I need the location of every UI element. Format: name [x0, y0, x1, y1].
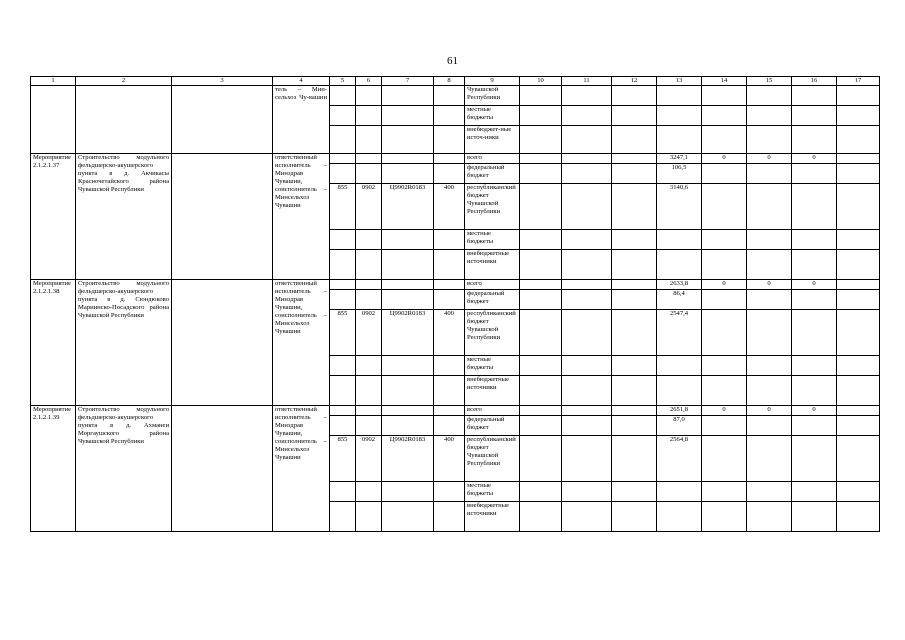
funding-source-cell: всего: [465, 280, 520, 290]
value-cell: [657, 106, 702, 126]
measure-name-cell: [76, 86, 172, 154]
value-2019-cell: 2651,8: [657, 406, 702, 416]
funding-source-cell: Чувашской Республики: [465, 86, 520, 106]
value-cell: [520, 230, 562, 250]
rzpr-code-cell: 0902: [356, 436, 382, 482]
column-number-11: 11: [562, 77, 612, 86]
column-number-5: 5: [330, 77, 356, 86]
value-cell: [837, 310, 880, 356]
value-2019-cell: 87,0: [657, 416, 702, 436]
funding-source-cell: местные бюджеты: [465, 356, 520, 376]
table-row: [31, 280, 880, 290]
budget-code-cell: [330, 290, 356, 310]
value-cell: [612, 154, 657, 164]
funding-source-cell: федеральный бюджет: [465, 290, 520, 310]
budget-code-cell: [382, 250, 434, 280]
value-2021-cell: [747, 376, 792, 406]
vr-code-cell: 400: [434, 184, 465, 230]
table-row: [31, 86, 880, 106]
value-cell: [562, 376, 612, 406]
measure-name-cell: Строительство модульного фельдшерско-акушерского пункта в д. Ахманеи Моргаушского района Чувашской Республики: [76, 406, 172, 532]
budget-code-cell: [382, 376, 434, 406]
budget-code-cell: [434, 106, 465, 126]
column-number-16: 16: [792, 77, 837, 86]
value-2019-cell: 86,4: [657, 290, 702, 310]
vr-code-cell: 400: [434, 310, 465, 356]
value-2021-cell: [747, 290, 792, 310]
value-2019-cell: 2633,8: [657, 280, 702, 290]
value-cell: [520, 86, 562, 106]
value-cell: [612, 502, 657, 532]
value-cell: [612, 230, 657, 250]
budget-code-cell: [382, 406, 434, 416]
value-cell: [562, 230, 612, 250]
value-2022-cell: [792, 184, 837, 230]
value-2022-cell: [792, 310, 837, 356]
value-cell: [520, 436, 562, 482]
csr-code-cell: Ц9902R0183: [382, 184, 434, 230]
value-cell: [837, 376, 880, 406]
value-cell: [562, 164, 612, 184]
value-cell: [747, 106, 792, 126]
budget-code-cell: [330, 280, 356, 290]
budget-code-cell: [356, 250, 382, 280]
table-row: [31, 406, 880, 416]
value-cell: [837, 482, 880, 502]
value-cell: [702, 106, 747, 126]
budget-code-cell: [382, 126, 434, 154]
funding-source-cell: всего: [465, 406, 520, 416]
budget-code-cell: [330, 406, 356, 416]
value-2019-cell: 3247,1: [657, 154, 702, 164]
funding-source-cell: республиканский бюджет Чувашской Республики: [465, 436, 520, 482]
value-cell: [837, 280, 880, 290]
value-2021-cell: [747, 164, 792, 184]
value-2020-cell: [702, 502, 747, 532]
value-2019-cell: 2564,8: [657, 436, 702, 482]
budget-code-cell: [434, 502, 465, 532]
value-cell: [520, 280, 562, 290]
value-cell: [837, 154, 880, 164]
column-number-2: 2: [76, 77, 172, 86]
budget-code-cell: [382, 482, 434, 502]
budget-code-cell: [434, 356, 465, 376]
value-cell: [612, 290, 657, 310]
value-cell: [747, 86, 792, 106]
budget-code-cell: [356, 482, 382, 502]
value-cell: [520, 406, 562, 416]
value-cell: [520, 290, 562, 310]
table-row: [31, 154, 880, 164]
value-2022-cell: 0: [792, 280, 837, 290]
budget-code-cell: [356, 356, 382, 376]
budget-code-cell: [434, 290, 465, 310]
column-number-15: 15: [747, 77, 792, 86]
funding-source-cell: федеральный бюджет: [465, 164, 520, 184]
value-cell: [520, 482, 562, 502]
value-cell: [612, 106, 657, 126]
value-2020-cell: [702, 310, 747, 356]
value-cell: [612, 164, 657, 184]
value-cell: [520, 356, 562, 376]
value-2022-cell: [792, 436, 837, 482]
budget-code-cell: [382, 356, 434, 376]
value-2021-cell: 0: [747, 280, 792, 290]
budget-code-cell: [434, 416, 465, 436]
value-2021-cell: [747, 482, 792, 502]
value-2020-cell: [702, 184, 747, 230]
value-2019-cell: 3140,6: [657, 184, 702, 230]
value-cell: [837, 406, 880, 416]
vr-code-cell: 400: [434, 436, 465, 482]
value-2020-cell: 0: [702, 154, 747, 164]
value-2020-cell: 0: [702, 280, 747, 290]
value-cell: [837, 126, 880, 154]
value-cell: [562, 406, 612, 416]
value-cell: [562, 436, 612, 482]
rzpr-code-cell: 0902: [356, 310, 382, 356]
value-2022-cell: [792, 290, 837, 310]
value-2019-cell: [657, 502, 702, 532]
value-2021-cell: [747, 250, 792, 280]
value-cell: [612, 356, 657, 376]
column-number-4: 4: [273, 77, 330, 86]
budget-code-cell: [330, 230, 356, 250]
value-cell: [837, 184, 880, 230]
value-cell: [520, 502, 562, 532]
budget-code-cell: [434, 154, 465, 164]
value-2020-cell: [702, 164, 747, 184]
program-table: [30, 76, 880, 532]
value-cell: [657, 126, 702, 154]
budget-code-cell: [356, 230, 382, 250]
value-2021-cell: 0: [747, 406, 792, 416]
column-number-12: 12: [612, 77, 657, 86]
executor-cell: ответственный исполнитель – Минздрав Чувашии, соисполнитель – Минсельхоз Чувашии: [273, 280, 330, 406]
budget-code-cell: [434, 406, 465, 416]
value-cell: [612, 184, 657, 230]
value-2019-cell: [657, 250, 702, 280]
value-2021-cell: [747, 436, 792, 482]
column-number-row: [31, 77, 880, 86]
funding-source-cell: местные бюджеты: [465, 106, 520, 126]
budget-code-cell: [330, 164, 356, 184]
column-number-10: 10: [520, 77, 562, 86]
funding-source-cell: федеральный бюджет: [465, 416, 520, 436]
budget-code-cell: [434, 86, 465, 106]
budget-code-cell: [382, 230, 434, 250]
budget-code-cell: [330, 154, 356, 164]
budget-code-cell: [434, 230, 465, 250]
value-cell: [562, 86, 612, 106]
column-number-9: 9: [465, 77, 520, 86]
value-cell: [657, 86, 702, 106]
value-cell: [612, 436, 657, 482]
budget-code-cell: [356, 376, 382, 406]
value-2022-cell: 0: [792, 406, 837, 416]
funding-source-cell: республиканский бюджет Чувашской Республики: [465, 310, 520, 356]
value-2020-cell: [702, 290, 747, 310]
value-cell: [702, 86, 747, 106]
value-cell: [562, 184, 612, 230]
value-cell: [792, 86, 837, 106]
value-2021-cell: [747, 184, 792, 230]
budget-code-cell: [382, 290, 434, 310]
value-2020-cell: [702, 436, 747, 482]
budget-code-cell: [356, 280, 382, 290]
value-2020-cell: 0: [702, 406, 747, 416]
value-cell: [520, 184, 562, 230]
value-2022-cell: [792, 356, 837, 376]
value-2020-cell: [702, 356, 747, 376]
funding-source-cell: республиканский бюджет Чувашской Республики: [465, 184, 520, 230]
budget-code-cell: [356, 406, 382, 416]
budget-code-cell: [434, 126, 465, 154]
value-2019-cell: 2547,4: [657, 310, 702, 356]
value-cell: [612, 86, 657, 106]
value-cell: [562, 356, 612, 376]
grbs-code-cell: 855: [330, 436, 356, 482]
value-2020-cell: [702, 482, 747, 502]
value-cell: [562, 290, 612, 310]
measure-id-cell: Мероприятие 2.1.2.1.39: [31, 406, 76, 532]
value-2019-cell: [657, 482, 702, 502]
budget-code-cell: [330, 126, 356, 154]
budget-code-cell: [356, 164, 382, 184]
measure-name-cell: Строительство модульного фельдшерско-акушерского пункта в д. Акчикасы Красночетайского района Чувашской Республики: [76, 154, 172, 280]
funding-source-cell: внебюджетные источники: [465, 376, 520, 406]
budget-code-cell: [434, 482, 465, 502]
value-cell: [612, 482, 657, 502]
value-cell: [837, 502, 880, 532]
value-2021-cell: [747, 416, 792, 436]
value-cell: [837, 290, 880, 310]
value-cell: [562, 250, 612, 280]
value-cell: [792, 106, 837, 126]
value-cell: [612, 280, 657, 290]
budget-code-cell: [382, 502, 434, 532]
column-number-6: 6: [356, 77, 382, 86]
value-cell: [612, 250, 657, 280]
column-number-3: 3: [172, 77, 273, 86]
empty-cell: [172, 154, 273, 280]
budget-code-cell: [330, 416, 356, 436]
funding-source-cell: местные бюджеты: [465, 482, 520, 502]
value-cell: [520, 154, 562, 164]
budget-code-cell: [356, 290, 382, 310]
value-cell: [837, 86, 880, 106]
budget-code-cell: [382, 86, 434, 106]
column-number-8: 8: [434, 77, 465, 86]
value-cell: [520, 126, 562, 154]
column-number-1: 1: [31, 77, 76, 86]
column-number-7: 7: [382, 77, 434, 86]
empty-cell: [172, 86, 273, 154]
value-2021-cell: [747, 356, 792, 376]
value-2022-cell: [792, 230, 837, 250]
funding-source-cell: внебюджетные источники: [465, 502, 520, 532]
value-2022-cell: [792, 502, 837, 532]
value-cell: [837, 416, 880, 436]
column-number-13: 13: [657, 77, 702, 86]
budget-code-cell: [382, 280, 434, 290]
funding-source-cell: местные бюджеты: [465, 230, 520, 250]
executor-cell: ответственный исполнитель – Минздрав Чувашии, соисполнитель – Минсельхоз Чувашии: [273, 154, 330, 280]
value-cell: [612, 416, 657, 436]
budget-code-cell: [434, 250, 465, 280]
value-cell: [562, 310, 612, 356]
value-cell: [562, 416, 612, 436]
value-2022-cell: [792, 376, 837, 406]
budget-code-cell: [434, 280, 465, 290]
executor-cell: тель – Мин-сельхоз Чу-вашии: [273, 86, 330, 154]
value-cell: [702, 126, 747, 154]
value-cell: [562, 106, 612, 126]
value-cell: [520, 416, 562, 436]
empty-cell: [172, 280, 273, 406]
value-2021-cell: [747, 310, 792, 356]
budget-code-cell: [356, 86, 382, 106]
budget-code-cell: [434, 164, 465, 184]
value-cell: [562, 482, 612, 502]
column-number-17: 17: [837, 77, 880, 86]
value-2019-cell: [657, 230, 702, 250]
budget-code-cell: [330, 106, 356, 126]
grbs-code-cell: 855: [330, 184, 356, 230]
value-2022-cell: [792, 416, 837, 436]
budget-code-cell: [330, 86, 356, 106]
budget-code-cell: [356, 126, 382, 154]
funding-source-cell: внебюджетные источники: [465, 250, 520, 280]
value-cell: [520, 310, 562, 356]
value-cell: [612, 406, 657, 416]
value-2021-cell: [747, 502, 792, 532]
measure-name-cell: Строительство модульного фельдшерско-акушерского пункта в д. Сюндюково Мариинско-Посадского района Чувашской Республики: [76, 280, 172, 406]
value-2022-cell: [792, 164, 837, 184]
value-2022-cell: [792, 250, 837, 280]
value-2020-cell: [702, 416, 747, 436]
value-cell: [520, 250, 562, 280]
value-cell: [837, 356, 880, 376]
value-cell: [792, 126, 837, 154]
value-cell: [837, 230, 880, 250]
value-2021-cell: 0: [747, 154, 792, 164]
value-cell: [612, 376, 657, 406]
measure-id-cell: Мероприятие 2.1.2.1.37: [31, 154, 76, 280]
budget-code-cell: [356, 502, 382, 532]
value-cell: [520, 164, 562, 184]
value-cell: [837, 164, 880, 184]
value-cell: [612, 310, 657, 356]
value-2021-cell: [747, 230, 792, 250]
value-cell: [562, 280, 612, 290]
value-2022-cell: 0: [792, 154, 837, 164]
value-2019-cell: 106,5: [657, 164, 702, 184]
budget-code-cell: [382, 416, 434, 436]
budget-code-cell: [330, 376, 356, 406]
budget-code-cell: [382, 106, 434, 126]
funding-source-cell: внебюджет-ные источ-ники: [465, 126, 520, 154]
value-2022-cell: [792, 482, 837, 502]
value-2020-cell: [702, 230, 747, 250]
value-cell: [612, 126, 657, 154]
budget-code-cell: [330, 250, 356, 280]
empty-cell: [172, 406, 273, 532]
value-2019-cell: [657, 376, 702, 406]
value-2020-cell: [702, 250, 747, 280]
value-cell: [520, 106, 562, 126]
budget-code-cell: [330, 502, 356, 532]
budget-code-cell: [330, 482, 356, 502]
budget-code-cell: [356, 106, 382, 126]
page-number: 61: [447, 55, 458, 67]
value-cell: [837, 250, 880, 280]
value-2019-cell: [657, 356, 702, 376]
csr-code-cell: Ц9902R0183: [382, 310, 434, 356]
csr-code-cell: Ц9902R0183: [382, 436, 434, 482]
budget-code-cell: [382, 154, 434, 164]
value-cell: [747, 126, 792, 154]
value-cell: [837, 106, 880, 126]
budget-code-cell: [330, 356, 356, 376]
value-cell: [562, 502, 612, 532]
value-cell: [562, 154, 612, 164]
rzpr-code-cell: 0902: [356, 184, 382, 230]
budget-code-cell: [356, 416, 382, 436]
budget-code-cell: [356, 154, 382, 164]
measure-id-cell: Мероприятие 2.1.2.1.38: [31, 280, 76, 406]
executor-cell: ответственный исполнитель – Минздрав Чувашии, соисполнитель – Минсельхоз Чувашии: [273, 406, 330, 532]
value-cell: [520, 376, 562, 406]
value-cell: [837, 436, 880, 482]
funding-source-cell: всего: [465, 154, 520, 164]
budget-code-cell: [382, 164, 434, 184]
measure-id-cell: [31, 86, 76, 154]
value-cell: [562, 126, 612, 154]
grbs-code-cell: 855: [330, 310, 356, 356]
value-2020-cell: [702, 376, 747, 406]
budget-code-cell: [434, 376, 465, 406]
column-number-14: 14: [702, 77, 747, 86]
